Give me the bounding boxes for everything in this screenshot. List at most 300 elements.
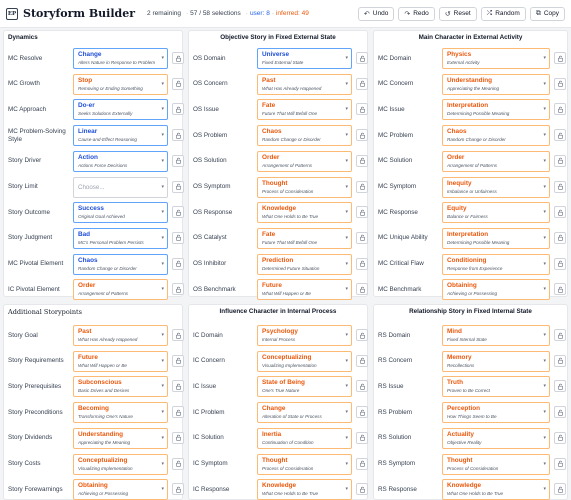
value-description: Balance or Fairness [447, 214, 488, 220]
selected-value: Knowledge [262, 205, 297, 213]
storypoint-label: MC Approach [8, 105, 47, 113]
storypoint-select[interactable] [73, 48, 168, 69]
storypoint-label: OS Benchmark [193, 285, 236, 293]
selection-count: 57 / 58 selections [190, 10, 241, 17]
selected-value: Truth [447, 379, 463, 387]
lock-icon[interactable] [172, 52, 184, 64]
storypoint-row [374, 376, 569, 397]
value-description: What Will Happen or Be [78, 362, 127, 368]
storypoint-row [189, 74, 369, 95]
selected-value: Change [78, 51, 102, 58]
value-description: How Things Seem to Be [447, 414, 497, 420]
storypoint-label: Story Prerequisites [8, 382, 62, 390]
lock-icon[interactable] [356, 232, 368, 244]
storypoint-select[interactable] [73, 228, 168, 249]
storypoint-select[interactable] [73, 428, 168, 449]
value-description: Fixed External State [262, 60, 304, 65]
storypoint-select[interactable] [73, 376, 168, 397]
storypoint-row [4, 254, 184, 275]
storypoint-select[interactable] [442, 479, 550, 500]
value-description: What Has Already Happened [262, 85, 322, 91]
storypoint-select[interactable] [442, 48, 550, 69]
lock-icon[interactable] [554, 258, 566, 270]
chevron-down-icon: ▾ [543, 383, 546, 390]
chevron-down-icon: ▾ [543, 357, 546, 364]
storypoint-select[interactable] [257, 177, 352, 198]
storypoint-label: RS Domain [378, 331, 411, 339]
storypoint-select[interactable] [257, 202, 352, 223]
lock-icon[interactable] [172, 155, 184, 167]
lock-icon[interactable] [356, 103, 368, 115]
storypoint-label: MC Concern [378, 80, 414, 88]
storypoint-row [4, 228, 184, 249]
selected-value: Future [78, 353, 98, 361]
storypoint-row [374, 202, 569, 223]
storypoint-select[interactable] [257, 125, 352, 146]
lock-icon[interactable] [172, 78, 184, 90]
app-header [0, 0, 571, 28]
value-description: Response from Experience [447, 265, 503, 271]
value-description: Actions Force Decisions [78, 162, 128, 168]
lock-icon[interactable] [356, 483, 368, 495]
storypoint-select[interactable] [73, 279, 168, 300]
storypoint-row [374, 99, 569, 120]
value-description: Process of Consideration [262, 465, 314, 471]
lock-icon[interactable] [356, 355, 368, 367]
storypoint-select[interactable] [442, 228, 550, 249]
selected-value: Interpretation [447, 230, 489, 238]
storypoint-row [4, 99, 184, 120]
lock-icon[interactable] [356, 52, 368, 64]
selected-value: Thought [262, 456, 288, 464]
value-description: Process of Consideration [262, 188, 314, 194]
chevron-down-icon: ▾ [161, 409, 164, 416]
lock-icon[interactable] [356, 406, 368, 418]
storypoint-label: RS Concern [378, 357, 413, 365]
storypoint-label: Story Dividends [8, 434, 53, 442]
value-description: What Has Already Happened [78, 337, 138, 342]
storypoint-select[interactable] [442, 99, 550, 120]
lock-icon[interactable] [554, 483, 566, 495]
storypoint-select[interactable] [73, 74, 168, 95]
storypoint-row [4, 202, 184, 223]
lock-icon[interactable] [356, 283, 368, 295]
remaining-count: 2 remaining [147, 10, 181, 17]
chevron-down-icon: ▾ [345, 106, 348, 113]
chevron-down-icon: ▾ [543, 234, 546, 241]
storypoint-row [374, 254, 569, 275]
storypoint-label: MC Symptom [378, 183, 417, 190]
value-description: Process of Consideration [447, 465, 499, 471]
panel-main-character-in-external-activity [373, 30, 568, 297]
chevron-down-icon: ▾ [161, 55, 164, 61]
storypoint-label: IC Response [193, 485, 230, 493]
value-description: Visualizing Implementation [262, 362, 317, 368]
storypoint-row [189, 479, 369, 500]
lock-icon[interactable] [356, 129, 368, 141]
storypoint-label: OS Domain [193, 54, 226, 62]
lock-icon[interactable] [356, 458, 368, 470]
storypoint-row [4, 479, 184, 500]
storypoint-label: Story Requirements [8, 357, 64, 365]
lock-icon[interactable] [356, 155, 368, 167]
lock-icon[interactable] [554, 432, 566, 444]
value-description: Objective Reality [447, 439, 482, 445]
storypoint-select[interactable] [257, 479, 352, 500]
storypoint-select[interactable] [257, 151, 352, 172]
lock-icon[interactable] [356, 432, 368, 444]
storypoint-select[interactable] [442, 454, 550, 475]
lock-icon[interactable] [172, 329, 184, 341]
lock-icon[interactable] [172, 232, 184, 244]
panel-title: Influence Character in Internal Process [219, 308, 337, 315]
storypoint-select[interactable] [257, 376, 352, 397]
chevron-down-icon: ▾ [161, 183, 164, 190]
storypoint-select[interactable] [257, 254, 352, 275]
storypoint-row [189, 279, 369, 300]
storypoint-select[interactable] [73, 402, 168, 423]
storypoint-label: OS Issue [193, 105, 219, 113]
chevron-down-icon: ▾ [345, 234, 348, 241]
storypoint-select[interactable] [257, 99, 352, 120]
storypoint-select[interactable] [442, 202, 550, 223]
shuffle-icon: ⤮ [486, 9, 493, 17]
redo-label: Redo [413, 10, 429, 17]
storypoint-row [4, 351, 184, 372]
storypoint-label: MC Pivotal Element [8, 260, 64, 268]
storypoint-select[interactable] [442, 177, 550, 198]
chevron-down-icon: ▾ [543, 409, 546, 416]
chevron-down-icon: ▾ [161, 209, 164, 216]
value-description: One's True Nature [262, 388, 300, 394]
storypoint-label: IC Concern [193, 357, 225, 365]
value-description: Determining Possible Meaning [447, 239, 510, 245]
storypoint-row [374, 325, 569, 346]
storypoint-select[interactable] [73, 454, 168, 475]
chevron-down-icon: ▾ [161, 80, 164, 87]
chevron-down-icon: ▾ [161, 486, 164, 493]
random-button[interactable] [481, 7, 526, 21]
value-description: Fixed Internal State [447, 337, 487, 342]
redo-icon: ↷ [404, 10, 411, 18]
storypoint-select[interactable] [442, 151, 550, 172]
storypoint-label: Story Limit [8, 183, 38, 190]
storypoint-label: MC Growth [8, 80, 40, 88]
value-description: Random Change or Disorder [447, 137, 506, 143]
panel-objective-story-in-fixed-external-state [188, 30, 368, 297]
selected-value: Conceptualizing [78, 456, 128, 464]
lock-icon[interactable] [554, 129, 566, 141]
lock-icon[interactable] [554, 78, 566, 90]
storypoint-select[interactable] [257, 279, 352, 300]
storypoint-select[interactable] [73, 479, 168, 500]
selected-value: Prediction [262, 256, 294, 264]
storypoint-select[interactable] [73, 177, 168, 198]
copy-label: Copy [543, 10, 559, 17]
lock-icon[interactable] [172, 458, 184, 470]
lock-icon[interactable] [356, 258, 368, 270]
storypoint-row [374, 454, 569, 475]
value-description: Cause-and-Effect Reasoning [78, 137, 137, 143]
lock-icon[interactable] [172, 206, 184, 218]
lock-icon[interactable] [356, 206, 368, 218]
redo-button[interactable] [398, 7, 434, 21]
storypoint-row [189, 228, 369, 249]
panel-title: Relationship Story in Fixed Internal State [409, 308, 532, 315]
selected-value: Obtaining [78, 482, 108, 490]
lock-icon[interactable] [356, 329, 368, 341]
chevron-down-icon: ▾ [543, 157, 546, 164]
storypoint-row [374, 177, 569, 198]
lock-icon[interactable] [554, 103, 566, 115]
storypoint-row [189, 99, 369, 120]
storypoint-select[interactable] [442, 351, 550, 372]
selected-value: Stop [78, 76, 93, 84]
panel-dynamics [3, 30, 183, 297]
chevron-down-icon: ▾ [345, 157, 348, 164]
storypoint-row [4, 151, 184, 172]
lock-icon[interactable] [554, 355, 566, 367]
lock-icon[interactable] [554, 155, 566, 167]
storypoint-label: Story Driver [8, 157, 42, 165]
storypoint-select[interactable] [442, 376, 550, 397]
storypoint-row [4, 74, 184, 95]
storypoint-row [374, 74, 569, 95]
storypoint-row [4, 428, 184, 449]
selected-value: Knowledge [447, 482, 482, 490]
storypoint-label: Story Costs [8, 460, 41, 467]
chevron-down-icon: ▾ [161, 332, 164, 338]
panel-influence-character-in-internal-process [188, 304, 368, 500]
storypoint-select[interactable] [442, 279, 550, 300]
value-description: Original Goal Achieved [78, 214, 125, 220]
selected-value: Order [78, 282, 96, 290]
storypoint-row [374, 402, 569, 423]
user-count: user: 8 [249, 10, 270, 17]
chevron-down-icon: ▾ [161, 383, 164, 390]
selected-value: Order [447, 153, 465, 161]
chevron-down-icon: ▾ [345, 260, 348, 267]
value-description: Future That Will Befall One [262, 111, 318, 117]
chevron-down-icon: ▾ [161, 460, 164, 467]
storypoint-label: Story Goal [8, 331, 38, 339]
storypoint-label: MC Unique Ability [378, 234, 428, 242]
panel-title: Main Character in External Activity [418, 34, 523, 41]
value-description: Determined Future Situation [262, 265, 320, 271]
storypoint-row [4, 125, 184, 146]
chevron-down-icon: ▾ [543, 460, 546, 467]
selected-value: Past [78, 328, 92, 335]
random-label: Random [495, 10, 520, 17]
chevron-down-icon: ▾ [543, 486, 546, 493]
selected-value: Interpretation [447, 102, 489, 110]
chevron-down-icon: ▾ [345, 460, 348, 467]
selected-value: Obtaining [447, 282, 477, 290]
storypoint-row [374, 279, 569, 300]
storypoint-label: Story Judgment [8, 234, 53, 242]
storypoint-label: RS Problem [378, 408, 412, 416]
lock-icon[interactable] [172, 483, 184, 495]
lock-icon[interactable] [172, 432, 184, 444]
lock-icon[interactable] [172, 258, 184, 270]
chevron-down-icon: ▾ [543, 286, 546, 293]
selected-value: Fate [262, 230, 276, 238]
storypoint-label: MC Solution [378, 157, 413, 165]
lock-icon[interactable] [554, 329, 566, 341]
selected-value: Inequity [447, 179, 472, 187]
storypoint-row [374, 48, 569, 69]
storypoint-row [4, 177, 184, 198]
panel-relationship-story-in-fixed-internal-state [373, 304, 568, 500]
selected-value: Chaos [262, 128, 282, 136]
chevron-down-icon: ▾ [161, 234, 164, 241]
lock-icon[interactable] [554, 52, 566, 64]
selected-value: Universe [262, 51, 289, 58]
storypoint-row [374, 151, 569, 172]
lock-icon[interactable] [356, 181, 368, 193]
storypoint-select[interactable] [442, 74, 550, 95]
storypoint-select[interactable] [442, 428, 550, 449]
storypoint-select[interactable] [257, 228, 352, 249]
storypoint-select[interactable] [442, 325, 550, 346]
lock-icon[interactable] [554, 181, 566, 193]
storypoint-select[interactable] [257, 351, 352, 372]
storypoint-row [189, 177, 369, 198]
lock-icon[interactable] [554, 206, 566, 218]
storypoint-select[interactable] [257, 48, 352, 69]
storypoint-label: OS Problem [193, 131, 228, 139]
reset-icon: ↺ [444, 10, 451, 18]
lock-icon[interactable] [172, 129, 184, 141]
value-description: Internal Process [262, 337, 296, 342]
storypoint-select[interactable] [257, 325, 352, 346]
panel-title: Objective Story in Fixed External State [220, 34, 336, 41]
storypoint-select[interactable] [442, 402, 550, 423]
selected-value: Chaos [447, 128, 467, 136]
storypoint-select[interactable] [73, 151, 168, 172]
storypoint-label: OS Inhibitor [193, 260, 227, 268]
separator: · [271, 10, 274, 17]
selected-value: Linear [78, 128, 98, 136]
lock-icon[interactable] [172, 380, 184, 392]
chevron-down-icon: ▾ [161, 132, 164, 139]
selected-value: Order [262, 153, 280, 161]
chevron-down-icon: ▾ [543, 132, 546, 139]
value-description: Removing or Ending Something [78, 85, 143, 91]
panel-title: Dynamics [8, 34, 38, 41]
selected-value: Perception [447, 405, 481, 413]
chevron-down-icon: ▾ [345, 286, 348, 293]
chevron-down-icon: ▾ [345, 80, 348, 87]
selected-value: Actuality [447, 430, 474, 438]
chevron-down-icon: ▾ [543, 434, 546, 441]
storypoint-select[interactable] [257, 428, 352, 449]
storypoint-label: IC Domain [193, 331, 223, 339]
storypoint-select[interactable] [73, 202, 168, 223]
lock-icon[interactable] [172, 406, 184, 418]
lock-icon[interactable] [554, 458, 566, 470]
lock-icon[interactable] [172, 181, 184, 193]
chevron-down-icon: ▾ [345, 357, 348, 364]
value-description: Appreciating the Meaning [78, 439, 131, 445]
value-description: Visualizing Implementation [78, 465, 133, 471]
selected-value: Change [262, 405, 286, 413]
storypoint-label: OS Catalyst [193, 234, 227, 242]
chevron-down-icon: ▾ [161, 106, 164, 113]
storypoint-label: IC Solution [193, 434, 224, 442]
selected-value: Understanding [78, 430, 124, 438]
chevron-down-icon: ▾ [345, 434, 348, 441]
lock-icon[interactable] [172, 103, 184, 115]
storypoint-select[interactable] [73, 125, 168, 146]
selected-value: Thought [262, 179, 288, 187]
value-description: Arrangement of Patterns [447, 162, 498, 168]
value-description: Alteration of State or Process [262, 414, 322, 420]
copy-button[interactable] [530, 7, 565, 21]
lock-icon[interactable] [554, 283, 566, 295]
value-description: Transforming One's Nature [78, 414, 133, 420]
storypoint-row [374, 228, 569, 249]
value-description: Recollections [447, 362, 475, 368]
storypoint-select[interactable] [257, 402, 352, 423]
undo-label: Undo [372, 10, 389, 17]
undo-button[interactable] [358, 7, 394, 21]
storypoint-select[interactable] [442, 254, 550, 275]
storypoint-row [189, 125, 369, 146]
lock-icon[interactable] [356, 380, 368, 392]
storypoint-label: Story Forewarnings [8, 485, 63, 493]
app-logo: EP [6, 8, 18, 20]
lock-icon[interactable] [554, 406, 566, 418]
storypoint-select[interactable] [73, 99, 168, 120]
value-description: Random Change or Disorder [262, 137, 321, 143]
storypoint-label: MC Problem-Solving Style [8, 127, 66, 143]
storypoint-label: MC Issue [378, 105, 405, 113]
lock-icon[interactable] [554, 380, 566, 392]
storypoint-select[interactable] [73, 351, 168, 372]
storypoint-row [189, 454, 369, 475]
lock-icon[interactable] [554, 232, 566, 244]
storypoint-select[interactable] [257, 454, 352, 475]
value-description: What One Holds to Be True [262, 214, 319, 220]
reset-button[interactable] [439, 7, 477, 21]
storypoint-label: OS Concern [193, 80, 228, 88]
value-description: External Activity [447, 60, 480, 65]
selected-value: Becoming [78, 405, 109, 413]
chevron-down-icon: ▾ [345, 209, 348, 216]
selected-value: Knowledge [262, 482, 297, 490]
selected-value: Conceptualizing [262, 353, 312, 361]
select-placeholder: Choose... [78, 183, 105, 191]
storypoint-row [189, 151, 369, 172]
lock-icon[interactable] [356, 78, 368, 90]
storypoint-select[interactable] [73, 254, 168, 275]
chevron-down-icon: ▾ [543, 106, 546, 113]
storypoint-select[interactable] [257, 74, 352, 95]
storypoint-select[interactable] [442, 125, 550, 146]
lock-icon[interactable] [172, 283, 184, 295]
inferred-count: inferred: 49 [275, 10, 309, 17]
value-description: Random Change or Disorder [78, 265, 137, 271]
value-description: Basic Drives and Desires [78, 388, 130, 394]
value-description: Alters Nature in Response to Problem [78, 60, 156, 65]
selected-value: Inertia [262, 430, 282, 438]
selected-value: Equity [447, 205, 467, 213]
lock-icon[interactable] [172, 355, 184, 367]
storypoint-label: OS Solution [193, 157, 227, 165]
chevron-down-icon: ▾ [543, 260, 546, 267]
storypoint-select[interactable] [73, 325, 168, 346]
